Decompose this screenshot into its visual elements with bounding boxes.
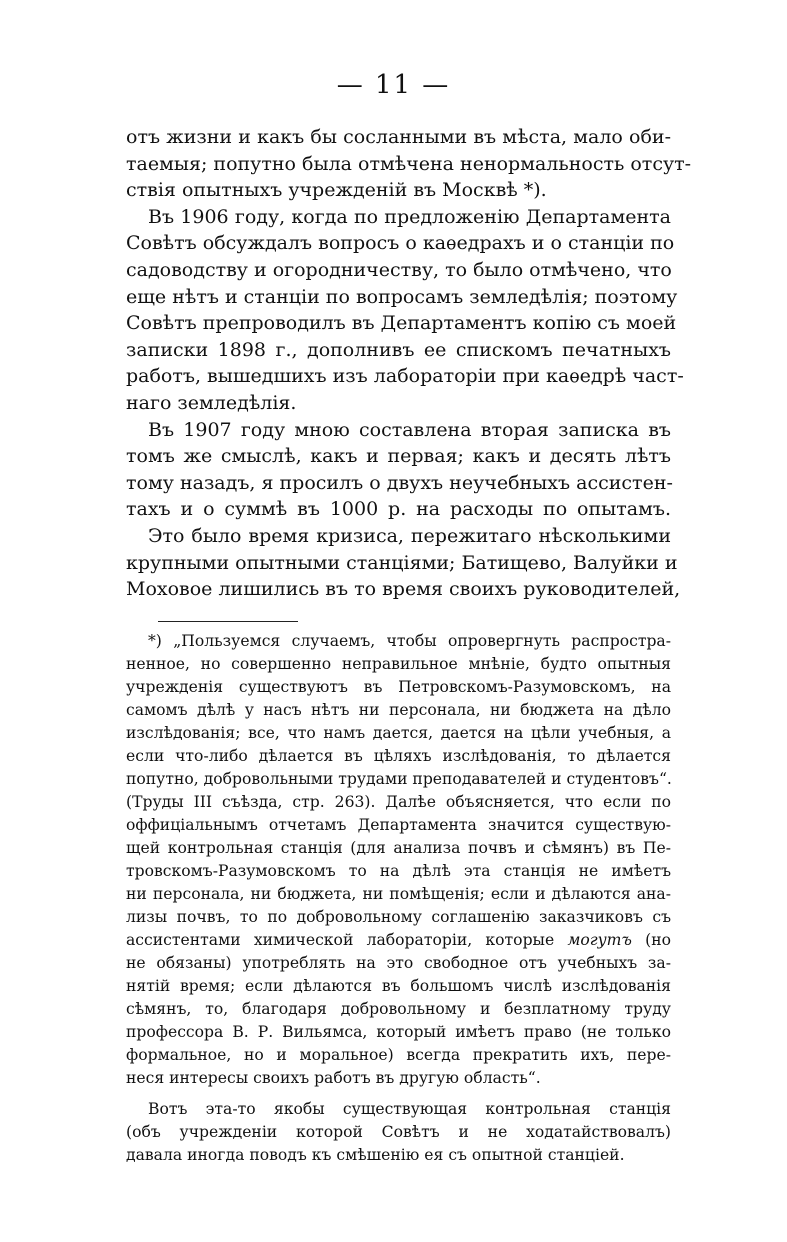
text-line: таемыя; попутно была отмѣчена ненормальность отсут- — [126, 152, 692, 175]
text-line: Въ 1906 году, когда по предложенію Департамента — [148, 205, 671, 228]
text-line: ствія опытныхъ учрежденій въ Москвѣ *). — [126, 179, 547, 202]
footnote-line: щей контрольная станція (для анализа почвъ и сѣмянъ) въ Пе- — [126, 839, 671, 857]
footnote-line: не обязаны) употреблять на это свободное отъ учебныхъ за- — [126, 954, 671, 972]
text-line: крупными опытными станціями; Батищево, Валуйки и — [126, 551, 678, 574]
footnote-line: самомъ дѣлѣ у насъ нѣтъ ни персонала, ни бюджета на дѣло — [126, 701, 671, 719]
footnote-line: формальное, но и моральное) всегда прекратить ихъ, пере- — [126, 1046, 671, 1064]
footnote-line: лизы почвъ, то по добровольному соглашенію заказчиковъ съ — [126, 908, 671, 926]
footnote-line: (объ учрежденіи которой Совѣтъ и не ходатайствовалъ) — [126, 1123, 671, 1141]
text-line: наго земледѣлія. — [126, 391, 297, 414]
footnote-line: ассистентами химической лабораторіи, которые могутъ (но — [126, 931, 671, 949]
emphasized-word: могутъ — [567, 931, 632, 949]
text-line: томъ же смыслѣ, какъ и первая; какъ и десять лѣтъ — [126, 445, 671, 468]
text-line: записки 1898 г., дополнивъ ее спискомъ печатныхъ — [126, 338, 671, 361]
text-line: тому назадъ, я просилъ о двухъ неучебныхъ ассистен- — [126, 471, 673, 494]
footnote-line: ни персонала, ни бюджета, ни помѣщенія; если и дѣлаются ана- — [126, 885, 671, 903]
footnote-line: учрежденія существуютъ въ Петровскомъ-Разумовскомъ, на — [126, 678, 671, 696]
text-line: Это было время кризиса, пережитаго нѣсколькими — [148, 524, 671, 547]
text-line: еще нѣтъ и станціи по вопросамъ земледѣлія; поэтому — [126, 285, 678, 308]
footnote-separator — [158, 621, 298, 622]
text-line: отъ жизни и какъ бы сосланными въ мѣста, мало оби- — [126, 126, 671, 148]
footnote-line: нятій время; если дѣлаются въ большомъ числѣ изслѣдованія — [126, 977, 671, 995]
main-text — [126, 124, 692, 603]
footnote-line: Вотъ эта-то якобы существующая контрольная станція — [148, 1100, 671, 1118]
footnote-line: если что-либо дѣлается въ цѣляхъ изслѣдованія, то дѣлается — [126, 747, 671, 765]
footnote-line: попутно, добровольными трудами преподавателей и студентовъ“. — [126, 770, 672, 788]
footnote-line: сѣмянъ, то, благодаря добровольному и безплатному труду — [126, 1000, 671, 1018]
footnote-line: (Труды III съѣзда, стр. 263). Далѣе объясняется, что если по — [126, 793, 671, 811]
text-line: Моховое лишились въ то время своихъ руководителей, — [126, 578, 681, 601]
text-line: Въ 1907 году мною составлена вторая записка въ — [148, 418, 671, 441]
text-line: работъ, вышедшихъ изъ лабораторіи при каѳедрѣ част- — [126, 365, 684, 388]
text-line: садоводству и огородничеству, то было отмѣчено, что — [126, 258, 672, 281]
footnote-line: тровскомъ-Разумовскомъ то на дѣлѣ эта станція не имѣетъ — [126, 862, 671, 880]
footnote-line: профессора В. Р. Вильямса, который имѣетъ право (не только — [126, 1023, 671, 1041]
page-number: — 11 — — [336, 70, 451, 100]
footnote-line: *) „Пользуемся случаемъ, чтобы опровергнуть распростра- — [148, 632, 671, 650]
text-line: Совѣтъ препроводилъ въ Департаментъ копію съ моей — [126, 312, 677, 335]
text-line: Совѣтъ обсуждалъ вопросъ о каѳедрахъ и о станціи по — [126, 232, 675, 255]
footnote-line: давала иногда поводъ къ смѣшенію ея съ опытной станціей. — [126, 1146, 625, 1164]
text-line: тахъ и о суммѣ въ 1000 р. на расходы по опытамъ. — [126, 498, 671, 521]
footnote-line: неся интересы своихъ работъ въ другую область“. — [126, 1069, 541, 1087]
footnote-line: ненное, но совершенно неправильное мнѣніе, будто опытныя — [126, 655, 671, 673]
footnote-line: изслѣдованія; все, что намъ дается, дается на цѣли учебныя, а — [126, 724, 671, 742]
footnote-line: оффиціальнымъ отчетамъ Департамента значится существую- — [126, 816, 671, 834]
footnote — [126, 630, 671, 1167]
